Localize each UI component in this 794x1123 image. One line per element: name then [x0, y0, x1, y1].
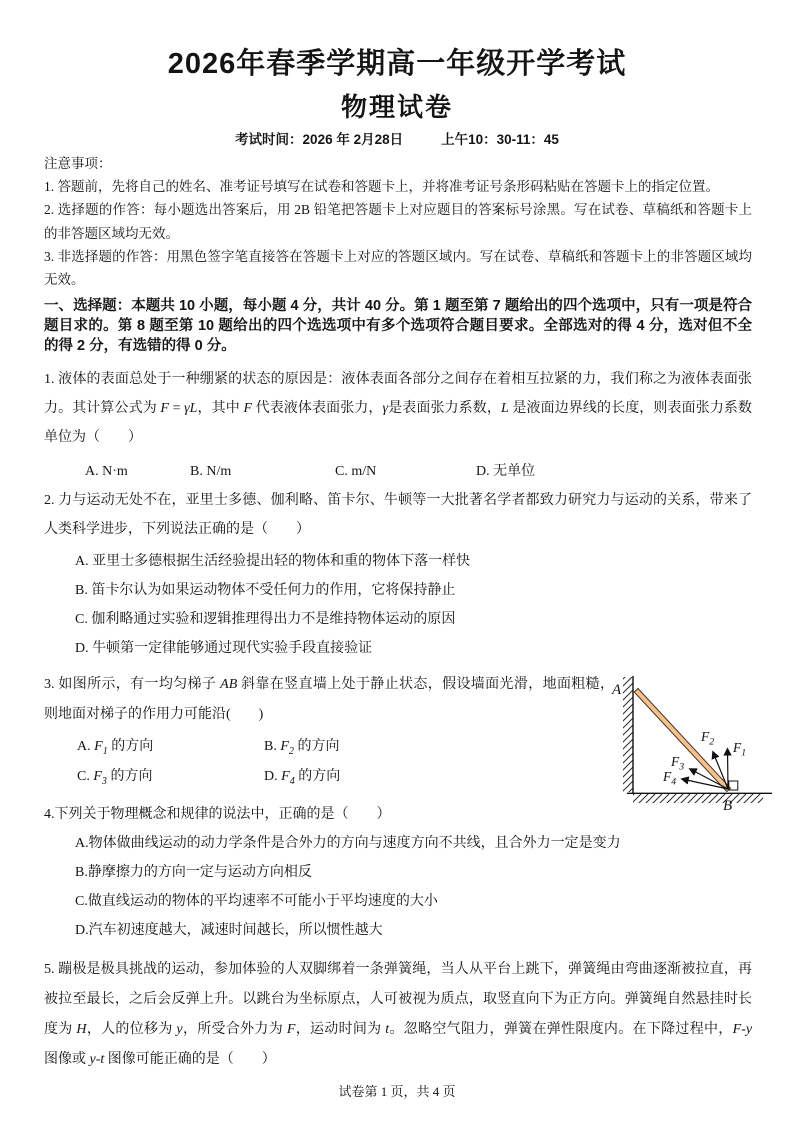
question-4-option-c: C.做直线运动的物体的平均速率不可能小于平均速度的大小: [75, 894, 438, 909]
notice-item: 3. 非选择题的作答：用黑色签字笔直接答在答题卡上对应的答题区域内。写在试卷、草稿纸和答题卡上的非答题区域均无效。: [44, 248, 752, 288]
exam-date: 考试时间：2026 年 2月28日: [235, 132, 404, 147]
ladder: [634, 689, 730, 792]
question-3-options-row: [44, 762, 614, 792]
figure-point-a-label: A: [612, 682, 622, 698]
force-label-f4: $F_4$: [663, 769, 677, 788]
question-1: [44, 365, 752, 486]
question-5: [44, 955, 752, 1075]
question-4-options: [44, 829, 752, 945]
section-one-heading: 一、选择题：本题共 10 小题，每小题 4 分，共计 40 分。第 1 题至第 7 题给出的四个选项中，只有一项是符合题目求的。第 8 题至第 10 题给出的四个选选项中有多个选项符合题目要求。全部选对的得 4 分，选对但不全的得 2 分，有选错的得 0 分。: [44, 298, 752, 354]
exam-session: 上午10：30-11：45: [441, 132, 559, 147]
question-2-options: [44, 547, 752, 663]
question-3: [44, 670, 614, 792]
ladder-wall-figure: [598, 660, 794, 818]
question-1-option-a: A. N·m: [85, 464, 128, 479]
question-3-text: 3. 如图所示，有一均匀梯子 AB 斜靠在竖直墙上处于静止状态，假设墙面光滑，地面粗糙，则地面对梯子的作用力可能沿( ): [44, 677, 615, 722]
question-2: [44, 486, 752, 663]
question-3-option-b: B. $F_2$ 的方向: [264, 739, 340, 757]
notice-item: 1. 答题前，先将自己的姓名、准考证号填写在试卷和答题卡上，并将准考证号条形码粘贴在答题卡上的指定位置。: [44, 179, 719, 195]
force-label-f3: $F_3$: [671, 754, 685, 773]
wall-hatching: [623, 677, 633, 792]
question-2-option-d: D. 牛顿第一定律能够通过现代实验手段直接验证: [75, 641, 373, 656]
question-1-options: [44, 457, 752, 486]
question-4-option-d: D.汽车初速度越大，减速时间越长，所以惯性越大: [75, 923, 383, 938]
force-label-f1: $F_1$: [733, 740, 747, 759]
notice-heading: 注意事项：: [44, 156, 112, 171]
question-3-option-a: A. $F_1$ 的方向: [77, 739, 154, 757]
question-4-option-a: A.物体做曲线运动的动力学条件是合外力的方向与速度方向不共线，且合外力一定是变力: [75, 836, 621, 851]
page-footer: 试卷第 1 页，共 4 页: [338, 1084, 456, 1099]
exam-title: 2026年春季学期高一年级开学考试: [167, 48, 627, 80]
question-3-option-d: D. $F_4$ 的方向: [264, 769, 341, 787]
exam-time-row: [0, 131, 794, 149]
question-1-option-b: B. N/m: [190, 464, 232, 479]
question-2-option-a: A. 亚里士多德根据生活经验提出轻的物体和重的物体下落一样快: [75, 554, 471, 569]
question-3-options-row: [44, 732, 614, 762]
question-4-option-b: B.静摩擦力的方向一定与运动方向相反: [75, 865, 312, 880]
question-1-text: 1. 液体的表面总处于一种绷紧的状态的原因是：液体表面各部分之间存在着相互拉紧的力，我们称之为液体表面张力。其计算公式为 F = γL，其中 F 代表液体表面张力，γ是表面张力系数，L 是液面边界线的长度，则表面张力系数单位为（ ）: [44, 372, 753, 445]
question-3-options: [44, 732, 614, 792]
force-arrow-f1: [728, 749, 729, 789]
question-4: [44, 800, 752, 945]
question-3-option-c: C. $F_3$ 的方向: [77, 769, 153, 787]
figure-point-b-label: B: [723, 798, 733, 814]
notice-item: 2. 选择题的作答：每小题选出答案后，用 2B 铅笔把答题卡上对应题目的答案标号涂黑。写在试卷、草稿纸和答题卡上的非答题区域均无效。: [44, 202, 752, 241]
question-2-option-c: C. 伽利略通过实验和逻辑推理得出力不是维持物体运动的原因: [75, 612, 456, 627]
force-label-f2: $F_2$: [701, 729, 715, 748]
question-4-text: 4.下列关于物理概念和规律的说法中，正确的是（ ）: [44, 807, 391, 822]
question-2-option-b: B. 笛卡尔认为如果运动物体不受任何力的作用，它将保持静止: [75, 583, 456, 598]
notice-block: [44, 152, 752, 291]
question-1-option-c: C. m/N: [335, 464, 377, 479]
question-5-text: 5. 蹦极是极具挑战的运动，参加体验的人双脚绑着一条弹簧绳，当人从平台上跳下，弹簧绳由弯曲逐渐被拉直，再被拉至最长，之后会反弹上升。以跳台为坐标原点，人可被视为质点，取竖直向下为正方向。弹簧绳自然悬挂时长度为 H，人的位移为 y，所受合外力为 F，运动时间为 t。忽略空气阻力，弹簧在弹性限度内。在下降过程中，F-y 图像或 y-t 图像可能正确的是（ ）: [44, 962, 753, 1067]
question-2-text: 2. 力与运动无处不在，亚里士多德、伽利略、笛卡尔、牛顿等一大批著名学者都致力研究力与运动的关系，带来了人类科学进步，下列说法正确的是（ ）: [44, 493, 752, 537]
paper-subtitle: 物理试卷: [340, 92, 453, 122]
question-1-option-d: D. 无单位: [476, 464, 536, 479]
